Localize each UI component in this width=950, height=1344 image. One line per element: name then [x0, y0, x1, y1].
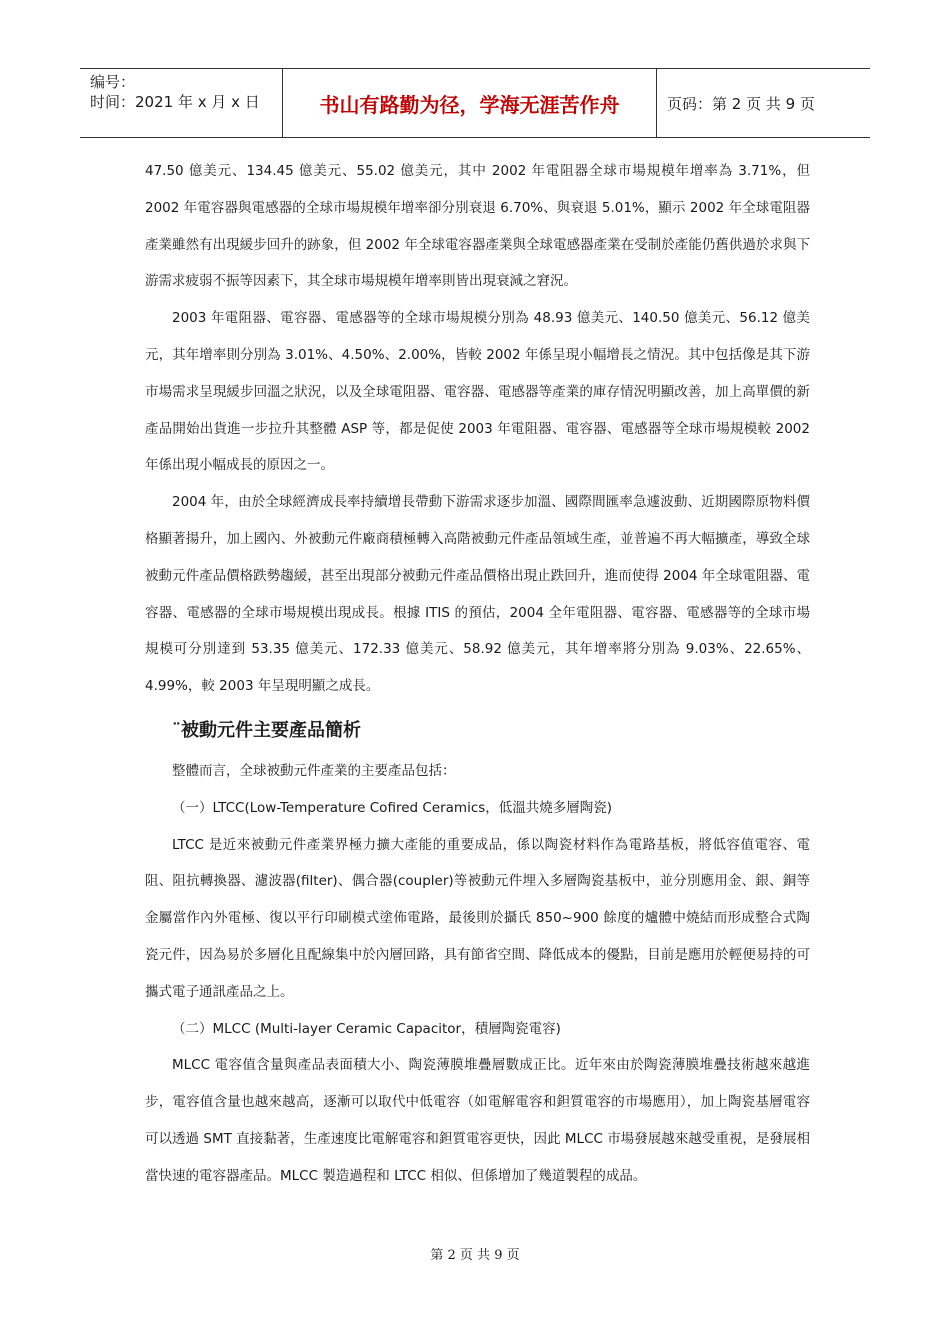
number-label: 编号： — [90, 73, 136, 91]
page-footer: 第 2 页 共 9 页 — [430, 1248, 520, 1263]
intro-paragraph: 整體而言，全球被動元件產業的主要產品包括： — [172, 762, 456, 779]
mlcc-paragraph: MLCC 電容值含量與產品表面積大小、陶瓷薄膜堆疊層數成正比。近年來由於陶瓷薄膜堆疊技術越來越進步，電容值含量也越來越高，逐漸可以取代中低電容（如電解電容和鉭質電容的市場應用），加上陶瓷基層電容可以透過 SMT 直接黏著，生產速度比電解電容和鉭質電容更快，因此 MLCC 市場發展越來越受重視，是發展相當快速的電容器產品。MLCC 製造過程和 LTCC 相似、但係增加了幾道製程的成品。 — [145, 1057, 810, 1184]
header-meta — [80, 69, 283, 137]
header-page-info: 页码：第 2 页 共 9 页 — [667, 94, 815, 113]
time-label: 时间：2021 年 x 月 x 日 — [90, 93, 260, 111]
paragraph-3: 2004 年，由於全球經濟成長率持續增長帶動下游需求逐步加溫、國際間匯率急遽波動、近期國際原物料價格顯著揚升，加上國內、外被動元件廠商積極轉入高階被動元件產品領域生產，並普遍不再大幅擴產，導致全球被動元件產品價格跌勢趨緩，甚至出現部分被動元件產品價格出現止跌回升，進而使得 2004 年全球電阻器、電容器、電感器的全球市場規模出現成長。根據 ITIS 的預估，2004 全年電阻器、電容器、電感器等的全球市場規模可分別達到 53.35 億美元、172.33 億美元、58.92 億美元，其年增率將分別為 9.03%、22.65%、4.99%，較 2003 年呈現明顯之成長。 — [145, 494, 810, 695]
ltcc-subheading: （一）LTCC(Low-Temperature Cofired Ceramics，低溫共燒多層陶瓷) — [172, 799, 613, 816]
mlcc-subheading: （二）MLCC (Multi-layer Ceramic Capacitor，積層陶瓷電容) — [172, 1020, 561, 1037]
paragraph-1: 47.50 億美元、134.45 億美元、55.02 億美元，其中 2002 年電阻器全球市場規模年增率為 3.71%，但 2002 年電容器與電感器的全球市場規模年增率卻分別衰退 6.70%、與衰退 5.01%，顯示 2002 年全球電阻器產業雖然有出現緩步回升的跡象，但 2002 年全球電容器產業與全球電感器產業在受制於產能仍舊供過於求與下游需求疲弱不振等因素下，其全球市場規模年增率則皆出現衰減之窘況。 — [145, 163, 810, 290]
section-heading: ¨被動元件主要產品簡析 — [172, 719, 361, 741]
document-body — [145, 153, 810, 1195]
page-header — [80, 68, 870, 138]
paragraph-2: 2003 年電阻器、電容器、電感器等的全球市場規模分別為 48.93 億美元、140.50 億美元、56.12 億美元，其年增率則分別為 3.01%、4.50%、2.00%，皆較 2002 年係呈現小幅增長之情況。其中包括像是其下游市場需求呈現緩步回溫之狀況，以及全球電阻器、電容器、電感器等產業的庫存情況明顯改善，加上高單價的新產品開始出貨進一步拉升其整體 ASP 等，都是促使 2003 年電阻器、電容器、電感器等全球市場規模較 2002 年係出現小幅成長的原因之一。 — [145, 310, 810, 474]
header-motto: 书山有路勤为径，学海无涯苦作舟 — [283, 69, 657, 137]
ltcc-paragraph: LTCC 是近來被動元件產業界極力擴大產能的重要成品，係以陶瓷材料作為電路基板，將低容值電容、電阻、阻抗轉換器、濾波器(filter)、偶合器(coupler)等被動元件埋入多層陶瓷基板中，並分別應用金、銀、銅等金屬當作內外電極、復以平行印刷模式塗佈電路，最後則於攝氏 850~900 餘度的爐體中燒結而形成整合式陶瓷元件，因為易於多層化且配線集中於內層回路，具有節省空間、降低成本的優點，目前是應用於輕便易持的可攜式電子通訊產品之上。 — [145, 836, 810, 1000]
